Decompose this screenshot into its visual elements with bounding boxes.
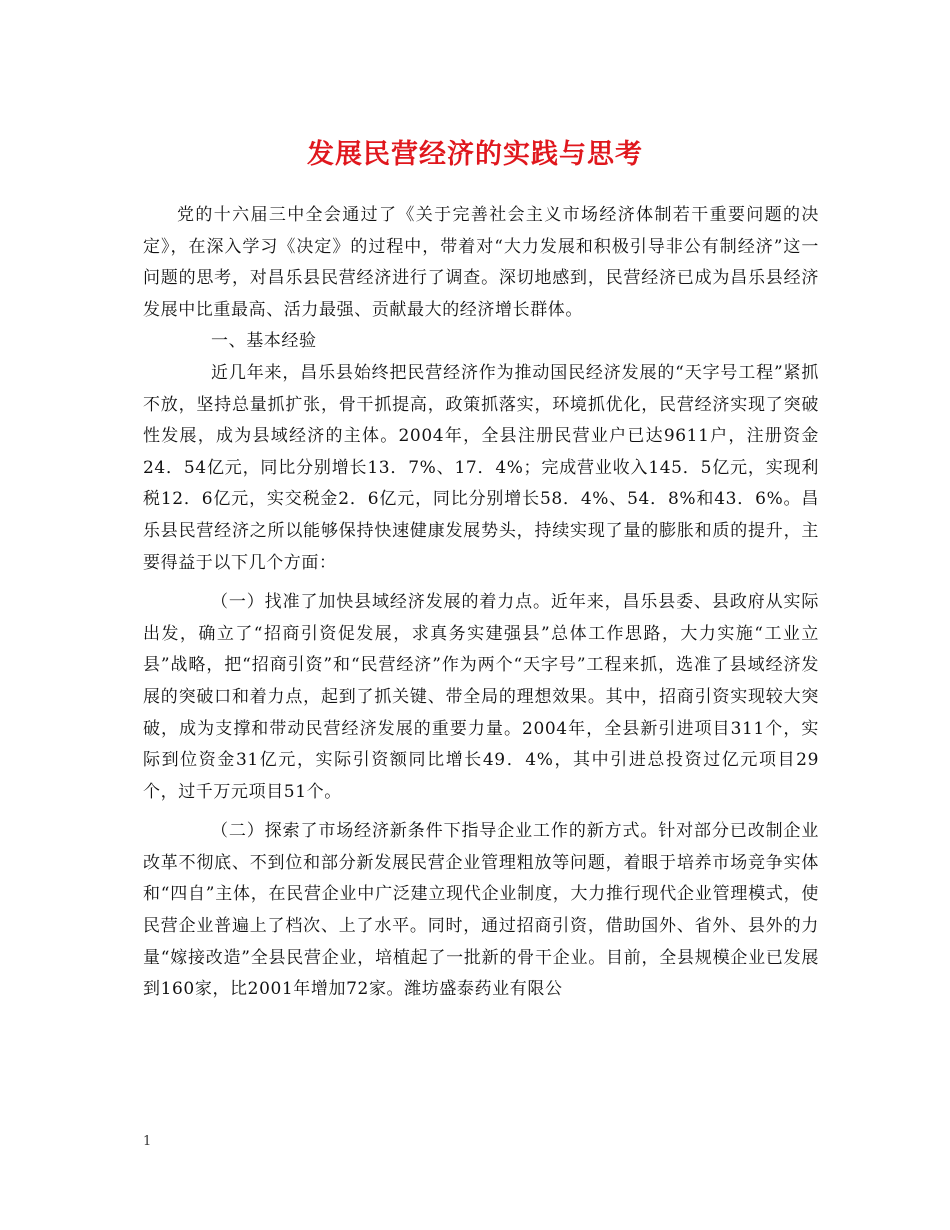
point-two-paragraph: （二）探索了市场经济新条件下指导企业工作的新方式。针对部分已改制企业改革不彻底、不到位和部分新发展民营企业管理粗放等问题，着眼于培养市场竞争实体和“四自”主体，在民营企业中广泛建立现代企业制度，大力推行现代企业管理模式，使民营企业普遍上了档次、上了水平。同时，通过招商引资，借助国外、省外、县外的力量“嫁接改造”全县民营企业，培植起了一批新的骨干企业。目前，全县规模企业已发展到160家，比2001年增加72家。潍坊盛泰药业有限公: [143, 821, 819, 1000]
document-title: 发展民营经济的实践与思考: [307, 139, 643, 170]
basic-experience-paragraph: 近几年来，昌乐县始终把民营经济作为推动国民经济发展的“天字号工程”紧抓不放，坚持总量抓扩张，骨干抓提高，政策抓落实，环境抓优化，民营经济实现了突破性发展，成为县域经济的主体。2004年，全县注册民营业户已达9611户，注册资金24．54亿元，同比分别增长13．7%、17．4%；完成营业收入145．5亿元，实现利税12．6亿元，实交税金2．6亿元，同比分别增长58．4%、54．8%和43．6%。昌乐县民营经济之所以能够保持快速健康发展势头，持续实现了量的膨胀和质的提升，主要得益于以下几个方面：: [143, 362, 819, 573]
page-number: 1: [143, 1134, 152, 1149]
document-body: [143, 200, 819, 1006]
section-heading-basic-experience: 一、基本经验: [211, 331, 317, 352]
point-one-paragraph: （一）找准了加快县域经济发展的着力点。近年来，昌乐县委、县政府从实际出发，确立了“招商引资促发展，求真务实建强县”总体工作思路，大力实施“工业立县”战略，把“招商引资”和“民营经济”作为两个“天字号”工程来抓，选准了县域经济发展的突破口和着力点，起到了抓关键、带全局的理想效果。其中，招商引资实现较大突破，成为支撑和带动民营经济发展的重要力量。2004年，全县新引进项目311个，实际到位资金31亿元，实际引资额同比增长49．4%，其中引进总投资过亿元项目29个，过千万元项目51个。: [143, 592, 819, 802]
intro-paragraph: 党的十六届三中全会通过了《关于完善社会主义市场经济体制若干重要问题的决定》，在深入学习《决定》的过程中，带着对“大力发展和积极引导非公有制经济”这一问题的思考，对昌乐县民营经济进行了调查。深切地感到，民营经济已成为昌乐县经济发展中比重最高、活力最强、贡献最大的经济增长群体。: [143, 205, 819, 320]
